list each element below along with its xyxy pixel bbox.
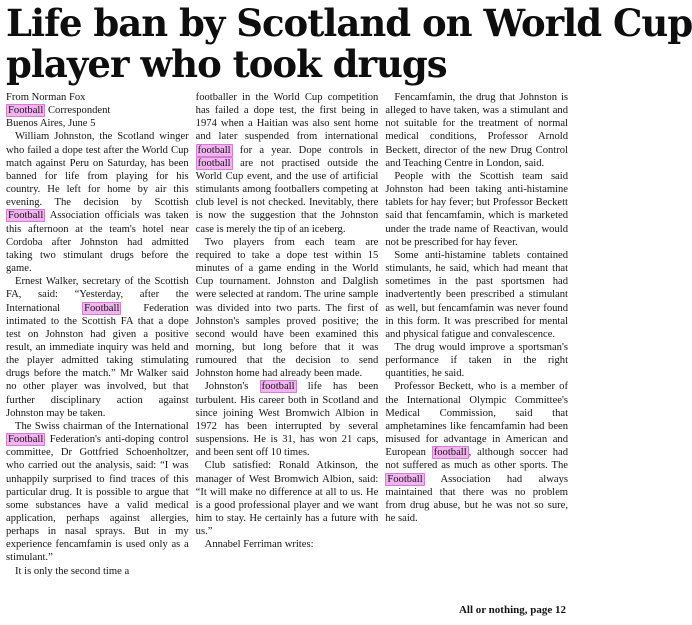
paragraph: footballer in the World Cup competition has failed a dope test, the first being in 1974 when a Haitian was also sent home and later suspended from international football for a year. Dope controls in football are not practised outside the World Cup event, and the use of artificial stimulants among footballers competing at club level is not checked. Inevitably, there is now the suggestion that the Johnston case is merely the tip of an iceberg.: [195, 92, 379, 235]
paragraph: Club satisfied: Ronald Atkinson, the manager of West Bromwich Albion, said: “It will make no difference at all to us. He is a good professional player and we want him to stay. He certainly has a future with us.”: [195, 460, 379, 538]
search-highlight: football: [261, 381, 295, 393]
paragraph: Annabel Ferriman writes:: [204, 539, 314, 551]
byline-author: From Norman Fox: [6, 92, 86, 103]
byline: [6, 91, 189, 130]
headline-line-1: Life ban by Scotland on World Cup: [6, 1, 692, 45]
search-highlight: football: [433, 447, 467, 459]
headline-line-2: player who took drugs: [6, 42, 447, 86]
byline-desk: Correspondent: [45, 105, 111, 117]
search-highlight: Football: [84, 302, 120, 314]
headline: [6, 1, 692, 86]
continuation-reference: All or nothing, page 12: [458, 604, 566, 616]
column-3: [385, 91, 568, 578]
paragraph: People with the Scottish team said Johnston had been taking anti-histamine tablets for hay fever; but Professor Beckett said that fencamfamin, which is marketed under the trade name of Reactivan, would not be prescribed for hay fever.: [385, 170, 569, 248]
search-highlight: Football: [8, 105, 44, 117]
search-highlight: Football: [8, 434, 44, 446]
paragraph: Some anti-histamine tablets contained stimulants, he said, which had meant that sometimes in the past sportsmen had inadvertently been prescribed a stimulant as well, but fencamfamin was never found in this form. It was prescribed for mental and physical fatigue and convalescence.: [385, 249, 569, 340]
paragraph: The drug would improve a sportsman's performance if taken in the right quantities, he said.: [385, 341, 569, 380]
column-2: [196, 91, 379, 578]
dateline: Buenos Aires, June 5: [6, 118, 96, 130]
search-highlight: football: [197, 144, 231, 156]
paragraph: It is only the second time a: [15, 565, 130, 577]
paragraph: Ernest Walker, secretary of the Scottish FA, said: “Yesterday, after the International Football Federation intimated to the Scottish FA that a dope test on Johnston had given a positive result, an immediate inquiry was held and the player admitted taking stimulating drugs before the match.” Mr Walker said no other player was involved, but that further disciplinary action against Johnston may be taken.: [6, 276, 189, 419]
article-body: [6, 91, 568, 578]
paragraph: Johnston's football life has been turbulent. His career both in Scotland and since joining West Bromwich Albion in 1972 has been interrupted by several suspensions. He is 31, has won 21 caps, and been sent off 10 times.: [195, 381, 379, 459]
column-1: [6, 91, 189, 578]
paragraph: Two players from each team are required to take a dope test within 15 minutes of a game ending in the World Cup tournament. Johnston and Dalglish were selected at random. The urine sample was divided into two parts. The first of Johnston's samples proved positive; the second would have been examined this morning, but long before that it was rumoured that the decision to send Johnston home had already been made.: [195, 236, 379, 380]
paragraph: Professor Beckett, who is a member of the International Olympic Committee's Medical Commission, said that amphetamines like fencamfamin had been misused for advantage in American and European football , although soccer had not suffered as much as other sports. The Football Association had always maintained that there was no problem from drug abuse, but he was not so sure, he said.: [385, 381, 569, 524]
search-highlight: Football: [387, 473, 423, 485]
search-highlight: football: [197, 157, 231, 169]
paragraph: The Swiss chairman of the International Football Federation's anti-doping control committee, Dr Gottfried Schoenholtzer, who carried out the analysis, said: “I was unhappily surprised to find traces of this particular drug. It is possible to argue that some substances have a valid medical application, perhaps against allergies, perhaps in nasal sprays. But in my experience fencamfamin is used only as a stimulant.”: [6, 420, 189, 564]
paragraph: William Johnston, the Scotland winger who failed a dope test after the World Cup match against Peru on Saturday, has been banned for life from playing for his country. He left for home by air this evening. The decision by Scottish Football Association officials was taken this afternoon at the team's hotel near Cordoba after Johnston had admitted taking two stimulant drugs before the game.: [6, 131, 189, 275]
paragraph: Fencamfamin, the drug that Johnston is alleged to have taken, was a stimulant and not suitable for the treatment of normal medical conditions, Professor Arnold Beckett, director of the new Drug Control and Teaching Centre in London, said.: [385, 92, 569, 169]
search-highlight: Football: [8, 210, 44, 222]
